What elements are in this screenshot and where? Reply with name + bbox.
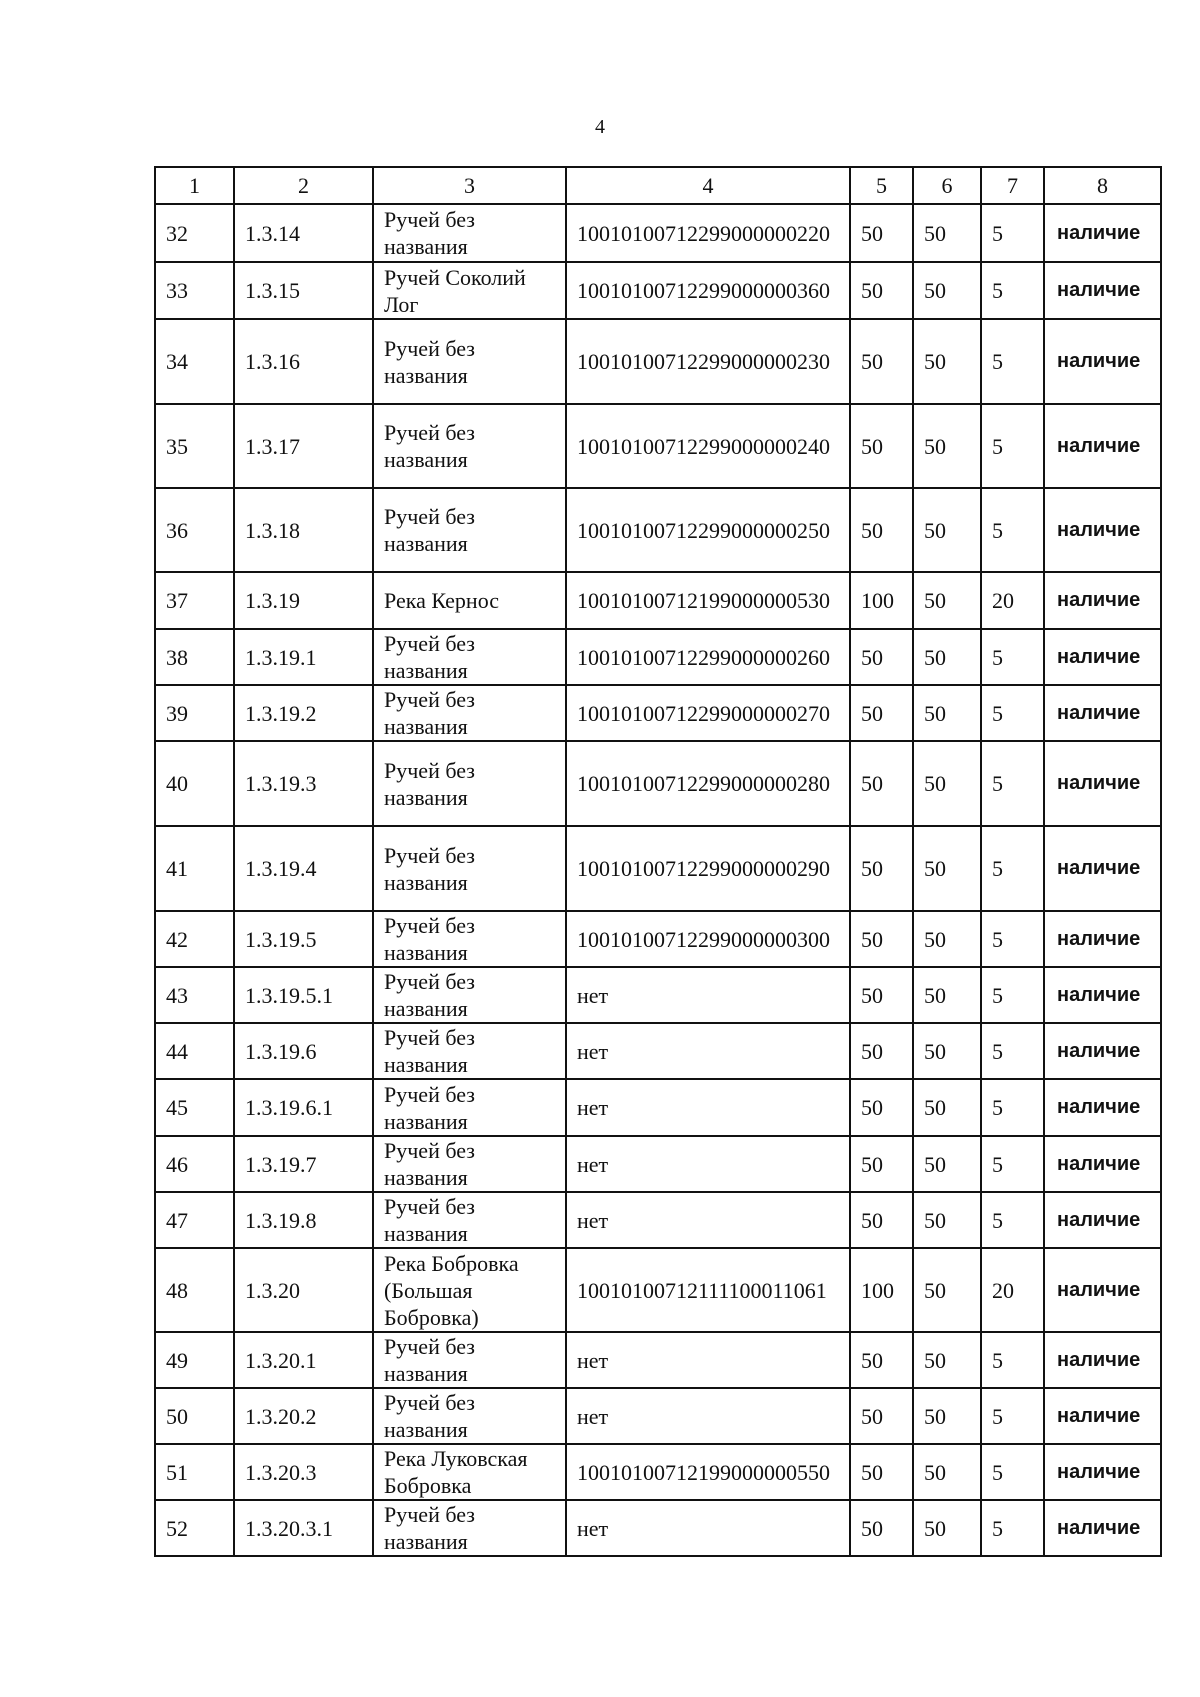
row-status: наличие [1044, 204, 1161, 262]
table-row [155, 1079, 1161, 1136]
row-index: 1.3.19.4 [234, 826, 373, 911]
table-row [155, 1332, 1161, 1388]
row-col6: 50 [913, 1500, 981, 1556]
row-col6: 50 [913, 1388, 981, 1444]
row-col7: 5 [981, 826, 1044, 911]
header-cell: 8 [1044, 167, 1161, 204]
row-number: 33 [155, 262, 234, 319]
row-number: 37 [155, 572, 234, 629]
row-code: нет [566, 1136, 850, 1192]
row-index: 1.3.19.6 [234, 1023, 373, 1079]
row-col6: 50 [913, 1136, 981, 1192]
row-status: наличие [1044, 319, 1161, 404]
row-name: Ручей без названия [373, 1079, 566, 1136]
row-code: 10010100712299000000270 [566, 685, 850, 741]
row-number: 52 [155, 1500, 234, 1556]
row-col6: 50 [913, 488, 981, 572]
row-status: наличие [1044, 262, 1161, 319]
row-col6: 50 [913, 1444, 981, 1500]
row-col7: 5 [981, 1023, 1044, 1079]
row-col5: 50 [850, 1332, 913, 1388]
row-number: 40 [155, 741, 234, 826]
row-col5: 50 [850, 1192, 913, 1248]
row-col5: 50 [850, 488, 913, 572]
header-cell: 7 [981, 167, 1044, 204]
row-code: 10010100712299000000250 [566, 488, 850, 572]
row-col6: 50 [913, 572, 981, 629]
row-col7: 20 [981, 1248, 1044, 1332]
row-col5: 50 [850, 404, 913, 488]
row-name: Река Кернос [373, 572, 566, 629]
row-status: наличие [1044, 741, 1161, 826]
row-name: Ручей Соколий Лог [373, 262, 566, 319]
row-status: наличие [1044, 1332, 1161, 1388]
row-name: Ручей без названия [373, 1388, 566, 1444]
row-index: 1.3.19.5 [234, 911, 373, 967]
row-code: 10010100712299000000220 [566, 204, 850, 262]
row-col7: 5 [981, 741, 1044, 826]
row-index: 1.3.20.3 [234, 1444, 373, 1500]
row-col6: 50 [913, 629, 981, 685]
row-name: Ручей без названия [373, 1192, 566, 1248]
table-row [155, 319, 1161, 404]
row-col6: 50 [913, 826, 981, 911]
row-col7: 5 [981, 1079, 1044, 1136]
row-code: 10010100712299000000300 [566, 911, 850, 967]
row-status: наличие [1044, 1192, 1161, 1248]
row-name: Ручей без названия [373, 741, 566, 826]
table-row [155, 262, 1161, 319]
row-number: 50 [155, 1388, 234, 1444]
header-cell: 5 [850, 167, 913, 204]
row-status: наличие [1044, 488, 1161, 572]
row-index: 1.3.19.7 [234, 1136, 373, 1192]
row-name: Ручей без названия [373, 1023, 566, 1079]
row-code: 10010100712111100011061 [566, 1248, 850, 1332]
row-col5: 50 [850, 204, 913, 262]
row-col5: 50 [850, 319, 913, 404]
row-number: 35 [155, 404, 234, 488]
row-number: 44 [155, 1023, 234, 1079]
row-name: Ручей без названия [373, 629, 566, 685]
row-status: наличие [1044, 572, 1161, 629]
row-number: 47 [155, 1192, 234, 1248]
row-code: 10010100712299000000240 [566, 404, 850, 488]
row-col7: 5 [981, 629, 1044, 685]
row-number: 43 [155, 967, 234, 1023]
row-name: Ручей без названия [373, 967, 566, 1023]
table-header-row [155, 167, 1161, 204]
row-col5: 50 [850, 911, 913, 967]
row-index: 1.3.20.3.1 [234, 1500, 373, 1556]
row-col5: 100 [850, 572, 913, 629]
row-code: нет [566, 1500, 850, 1556]
row-col6: 50 [913, 319, 981, 404]
table-row [155, 1248, 1161, 1332]
row-name: Ручей без названия [373, 1332, 566, 1388]
data-table [154, 166, 1162, 1557]
row-code: 10010100712299000000360 [566, 262, 850, 319]
row-name: Ручей без названия [373, 488, 566, 572]
row-col5: 50 [850, 629, 913, 685]
row-index: 1.3.20.2 [234, 1388, 373, 1444]
row-name: Ручей без названия [373, 1136, 566, 1192]
row-col5: 50 [850, 1079, 913, 1136]
row-col6: 50 [913, 1192, 981, 1248]
row-col7: 5 [981, 1500, 1044, 1556]
row-col7: 5 [981, 685, 1044, 741]
row-col5: 50 [850, 1388, 913, 1444]
row-number: 41 [155, 826, 234, 911]
row-code: нет [566, 1079, 850, 1136]
table-row [155, 1500, 1161, 1556]
row-status: наличие [1044, 1500, 1161, 1556]
header-cell: 3 [373, 167, 566, 204]
row-code: нет [566, 1332, 850, 1388]
row-col5: 50 [850, 1444, 913, 1500]
row-number: 45 [155, 1079, 234, 1136]
row-name: Ручей без названия [373, 319, 566, 404]
row-col6: 50 [913, 911, 981, 967]
row-col5: 50 [850, 967, 913, 1023]
row-number: 42 [155, 911, 234, 967]
row-code: 10010100712199000000550 [566, 1444, 850, 1500]
row-number: 34 [155, 319, 234, 404]
row-number: 32 [155, 204, 234, 262]
table-row [155, 1192, 1161, 1248]
table-row [155, 1388, 1161, 1444]
table-row [155, 629, 1161, 685]
header-cell: 1 [155, 167, 234, 204]
header-cell: 6 [913, 167, 981, 204]
row-col6: 50 [913, 741, 981, 826]
row-name: Ручей без названия [373, 204, 566, 262]
row-name: Ручей без названия [373, 911, 566, 967]
table-row [155, 488, 1161, 572]
row-status: наличие [1044, 911, 1161, 967]
row-name: Река Луковская Бобровка [373, 1444, 566, 1500]
row-col7: 5 [981, 967, 1044, 1023]
table-row [155, 911, 1161, 967]
row-col6: 50 [913, 262, 981, 319]
table-row [155, 967, 1161, 1023]
row-number: 48 [155, 1248, 234, 1332]
row-number: 46 [155, 1136, 234, 1192]
header-cell: 4 [566, 167, 850, 204]
table-row [155, 1136, 1161, 1192]
row-number: 51 [155, 1444, 234, 1500]
row-index: 1.3.19.3 [234, 741, 373, 826]
row-col5: 50 [850, 1500, 913, 1556]
row-col7: 5 [981, 404, 1044, 488]
table-row [155, 741, 1161, 826]
table-row [155, 404, 1161, 488]
row-status: наличие [1044, 1388, 1161, 1444]
page-number: 4 [595, 116, 605, 138]
row-col5: 50 [850, 1136, 913, 1192]
table-row [155, 826, 1161, 911]
row-code: нет [566, 967, 850, 1023]
row-status: наличие [1044, 629, 1161, 685]
row-number: 36 [155, 488, 234, 572]
row-number: 39 [155, 685, 234, 741]
row-col6: 50 [913, 204, 981, 262]
row-index: 1.3.17 [234, 404, 373, 488]
table-row [155, 1444, 1161, 1500]
row-col7: 5 [981, 488, 1044, 572]
row-status: наличие [1044, 404, 1161, 488]
row-code: нет [566, 1023, 850, 1079]
row-code: 10010100712299000000230 [566, 319, 850, 404]
row-status: наличие [1044, 685, 1161, 741]
row-col6: 50 [913, 404, 981, 488]
row-index: 1.3.16 [234, 319, 373, 404]
row-name: Ручей без названия [373, 826, 566, 911]
row-col5: 50 [850, 741, 913, 826]
row-col7: 5 [981, 262, 1044, 319]
row-col7: 5 [981, 1332, 1044, 1388]
row-col6: 50 [913, 685, 981, 741]
row-col7: 5 [981, 1192, 1044, 1248]
row-code: 10010100712299000000260 [566, 629, 850, 685]
row-status: наличие [1044, 826, 1161, 911]
row-name: Ручей без названия [373, 1500, 566, 1556]
row-col5: 50 [850, 826, 913, 911]
table-row [155, 204, 1161, 262]
table-row [155, 685, 1161, 741]
row-col7: 5 [981, 1444, 1044, 1500]
row-col5: 50 [850, 685, 913, 741]
row-col5: 50 [850, 262, 913, 319]
row-index: 1.3.19.1 [234, 629, 373, 685]
row-col7: 5 [981, 319, 1044, 404]
header-cell: 2 [234, 167, 373, 204]
row-status: наличие [1044, 1079, 1161, 1136]
row-col6: 50 [913, 967, 981, 1023]
row-col7: 5 [981, 1136, 1044, 1192]
row-index: 1.3.15 [234, 262, 373, 319]
row-col7: 20 [981, 572, 1044, 629]
row-status: наличие [1044, 1444, 1161, 1500]
row-code: нет [566, 1388, 850, 1444]
row-col6: 50 [913, 1079, 981, 1136]
row-status: наличие [1044, 1248, 1161, 1332]
row-name: Ручей без названия [373, 685, 566, 741]
row-index: 1.3.19.5.1 [234, 967, 373, 1023]
row-index: 1.3.20 [234, 1248, 373, 1332]
row-col7: 5 [981, 204, 1044, 262]
row-code: 10010100712299000000290 [566, 826, 850, 911]
row-number: 49 [155, 1332, 234, 1388]
row-code: нет [566, 1192, 850, 1248]
row-index: 1.3.20.1 [234, 1332, 373, 1388]
table-row [155, 572, 1161, 629]
row-index: 1.3.19.8 [234, 1192, 373, 1248]
row-index: 1.3.19 [234, 572, 373, 629]
row-number: 38 [155, 629, 234, 685]
row-code: 10010100712299000000280 [566, 741, 850, 826]
row-name: Река Бобровка (Большая Бобровка) [373, 1248, 566, 1332]
row-index: 1.3.14 [234, 204, 373, 262]
row-col7: 5 [981, 1388, 1044, 1444]
table-row [155, 1023, 1161, 1079]
row-col7: 5 [981, 911, 1044, 967]
row-col5: 100 [850, 1248, 913, 1332]
row-index: 1.3.18 [234, 488, 373, 572]
row-index: 1.3.19.2 [234, 685, 373, 741]
row-col6: 50 [913, 1023, 981, 1079]
row-status: наличие [1044, 967, 1161, 1023]
row-col6: 50 [913, 1332, 981, 1388]
row-col6: 50 [913, 1248, 981, 1332]
row-name: Ручей без названия [373, 404, 566, 488]
row-index: 1.3.19.6.1 [234, 1079, 373, 1136]
row-code: 10010100712199000000530 [566, 572, 850, 629]
row-col5: 50 [850, 1023, 913, 1079]
row-status: наличие [1044, 1023, 1161, 1079]
row-status: наличие [1044, 1136, 1161, 1192]
